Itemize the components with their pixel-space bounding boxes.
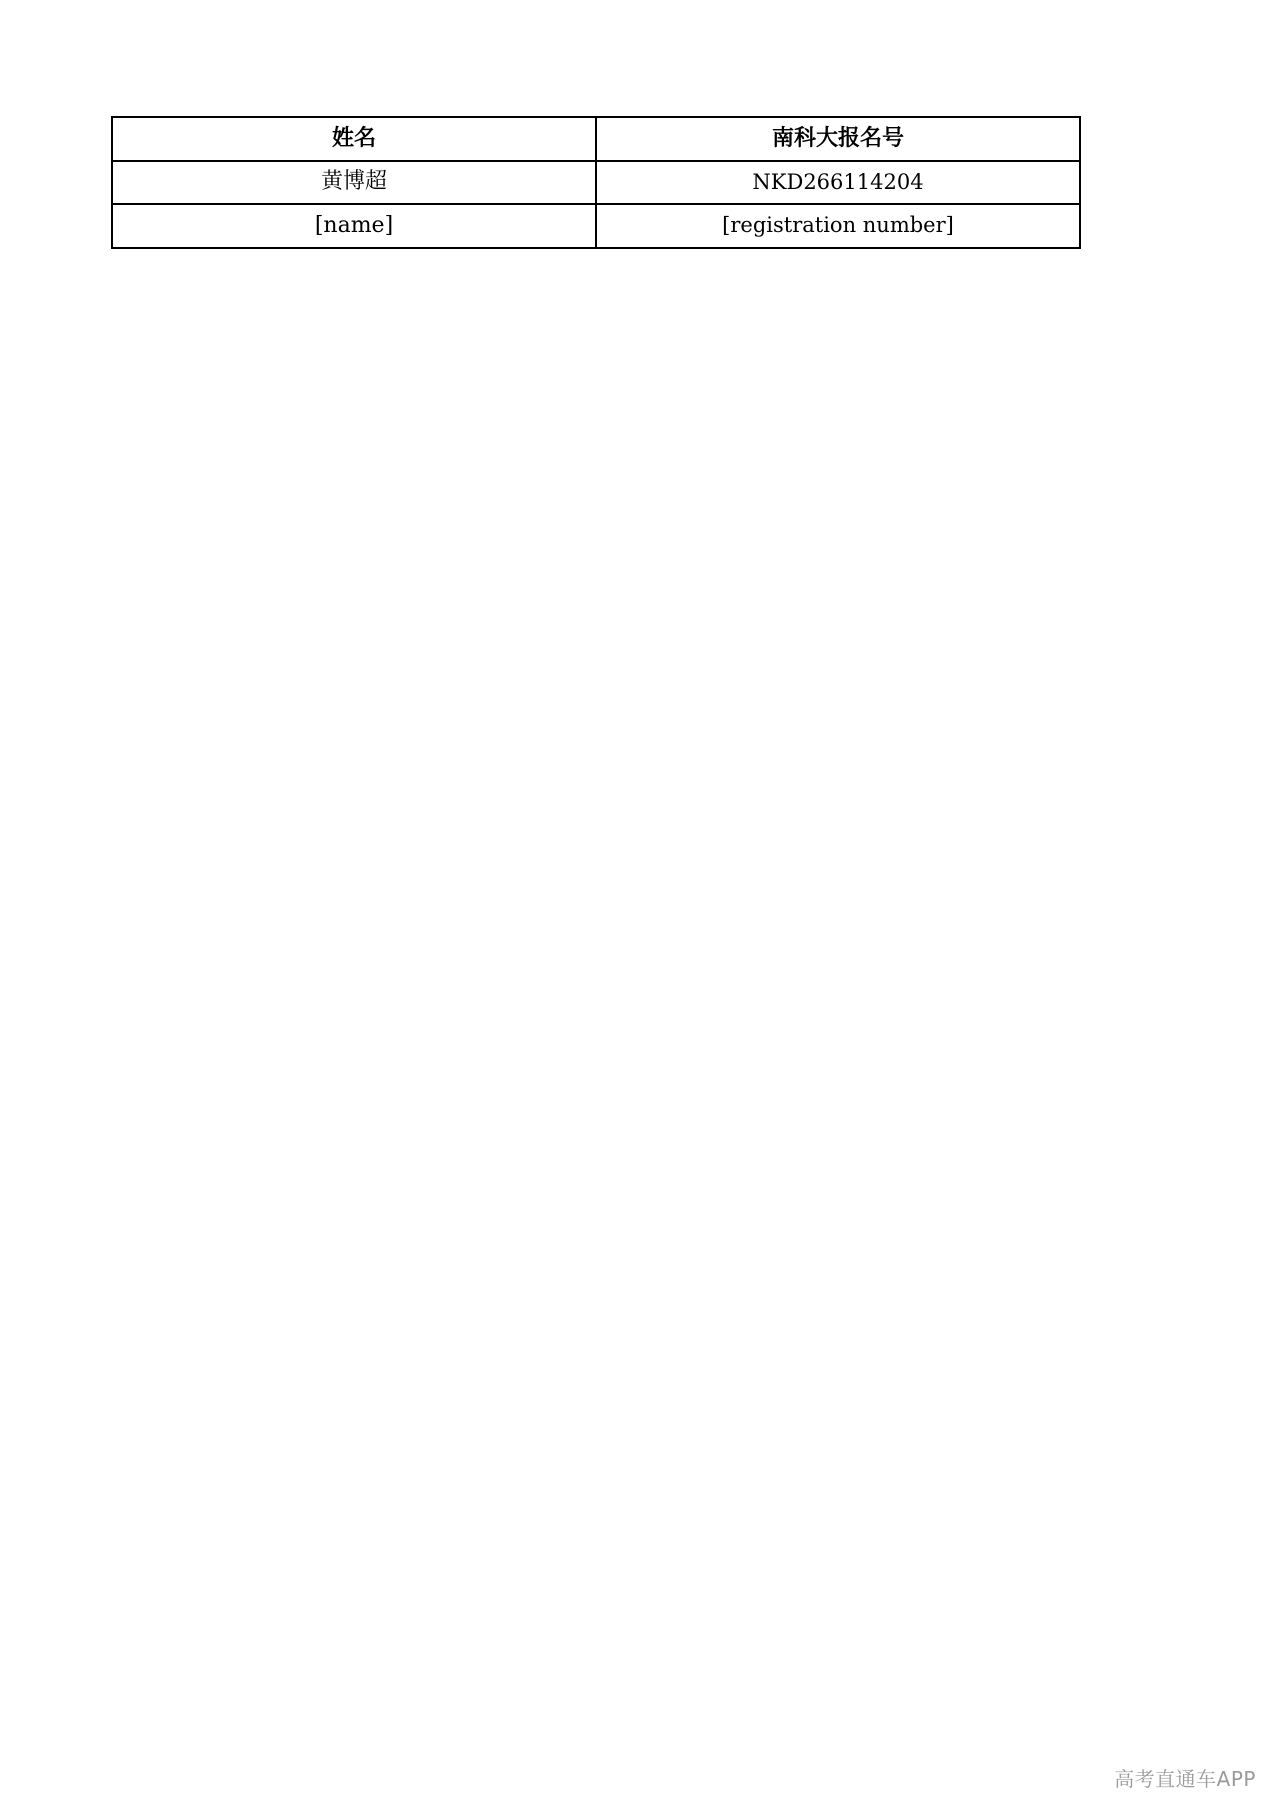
table-header-row (112, 117, 1080, 161)
student-name: [name] (112, 204, 596, 248)
student-name: 黄博超 (112, 161, 596, 205)
table-row (112, 161, 1080, 205)
header-registration-no: 南科大报名号 (596, 117, 1080, 161)
registration-number: NKD266114204 (596, 161, 1080, 205)
registration-number: [registration number] (596, 204, 1080, 248)
watermark: 高考直通车APP (1114, 1767, 1256, 1791)
roster-body (112, 161, 1080, 248)
roster-table (111, 116, 1081, 249)
roster-table-container (111, 116, 1079, 249)
header-name: 姓名 (112, 117, 596, 161)
table-row (112, 204, 1080, 248)
